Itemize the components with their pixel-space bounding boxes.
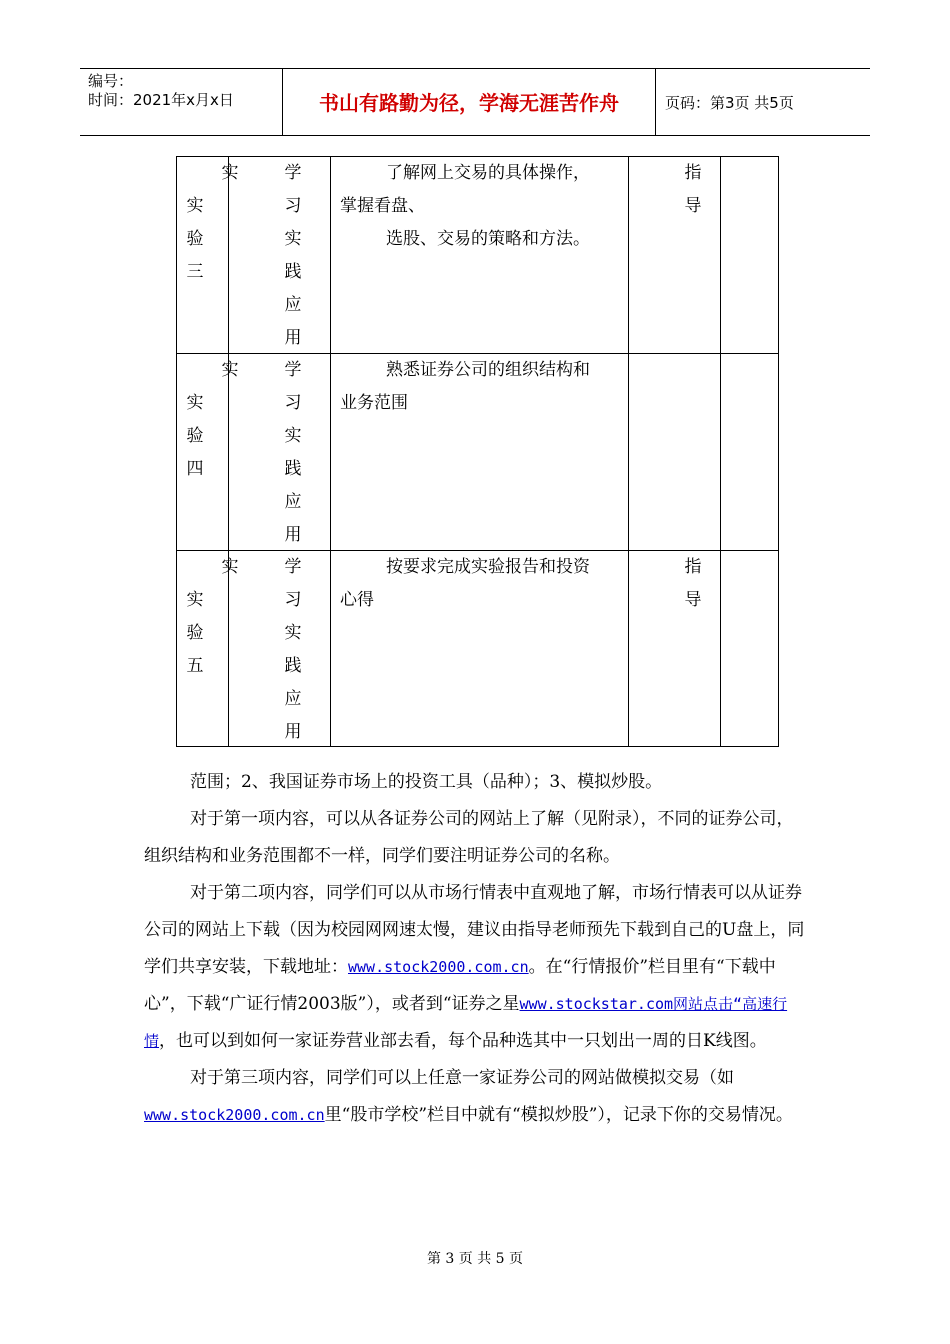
number-label: 编号： (88, 72, 134, 90)
experiment-name-cell (177, 157, 239, 354)
experiment-name-char: 实 (186, 590, 204, 610)
experiment-name-char: 四 (186, 459, 204, 479)
experiment-type-char: 习 (284, 196, 302, 216)
time-label: 时间：2021年x月x日 (88, 91, 234, 109)
experiment-type-cell (229, 551, 331, 747)
experiment-type-char: 践 (284, 656, 302, 676)
experiment-name-cell (177, 551, 239, 747)
table-row (177, 354, 779, 551)
header-meta (80, 69, 283, 135)
experiment-name-char: 验 (186, 623, 204, 643)
experiment-name-char: 三 (186, 262, 204, 282)
stockstar-link[interactable]: www.stockstar.com网站点击“高速行情 (144, 995, 788, 1050)
experiment-description-cell (331, 551, 629, 747)
stock2000-link-2[interactable]: www.stock2000.com.cn (144, 1106, 325, 1124)
paragraph-1: 对于第一项内容，可以从各证券公司的网站上了解（见附录），不同的证券公司，组织结构和业务范围都不一样，同学们要注明证券公司的名称。 (144, 809, 794, 866)
table-row (177, 551, 779, 747)
experiment-type-char: 用 (284, 328, 302, 348)
experiment-name-top: 实 (221, 360, 239, 380)
paragraph-3-text-a: 对于第三项内容，同学们可以上任意一家证券公司的网站做模拟交易（如 (190, 1068, 734, 1088)
guidance-char: 指 (684, 557, 702, 577)
experiment-type-char: 实 (284, 229, 302, 249)
paragraph-2 (144, 875, 809, 1060)
experiment-type-char: 学 (284, 557, 302, 577)
body-text (144, 764, 809, 1134)
experiment-name-cell (177, 354, 239, 551)
page-header (80, 68, 870, 136)
experiment-name-char: 实 (186, 393, 204, 413)
table-row (177, 157, 779, 354)
header-motto: 书山有路勤为径，学海无涯苦作舟 (283, 69, 656, 135)
page-footer: 第 3 页 共 5 页 (426, 1251, 524, 1267)
paragraph-2-text-c: ，也可以到如何一家证券营业部去看，每个品种选其中一只划出一周的日K线图。 (159, 1031, 767, 1051)
experiment-name-char: 验 (186, 229, 204, 249)
experiment-name-top: 实 (221, 163, 239, 183)
experiment-name-char: 实 (186, 196, 204, 216)
experiment-type-char: 习 (284, 590, 302, 610)
experiment-type-char: 习 (284, 393, 302, 413)
guidance-cell (629, 551, 721, 747)
experiment-type-char: 实 (284, 623, 302, 643)
guidance-cell (629, 354, 721, 551)
experiment-type-cell (229, 157, 331, 354)
remarks-cell (721, 157, 779, 354)
guidance-cell (629, 157, 721, 354)
experiment-description-line: 熟悉证券公司的组织结构和 (386, 360, 590, 380)
header-page-label: 页码：第3页 共5页 (665, 94, 794, 112)
experiment-description-line: 按要求完成实验报告和投资 (386, 557, 590, 577)
guidance-char: 导 (684, 590, 702, 610)
experiment-name-char: 验 (186, 426, 204, 446)
paragraph-3 (144, 1060, 809, 1134)
guidance-char: 导 (684, 196, 702, 216)
experiment-description-line: 心得 (340, 590, 374, 610)
paragraph-2-text-a: 对于第二项内容，同学们可以从市场行情表中直观地了解，市场行情表可以从证券公司的网站上下载（因为校园网网速太慢，建议由指导老师预先下载到自己的U盘上，同学们共享安装，下载地址： (144, 883, 805, 977)
experiment-description-cell (331, 157, 629, 354)
remarks-cell (721, 551, 779, 747)
experiment-type-char: 学 (284, 163, 302, 183)
experiment-description-line: 掌握看盘、 (340, 196, 425, 216)
experiment-type-char: 应 (284, 492, 302, 512)
remarks-cell (721, 354, 779, 551)
experiment-type-char: 应 (284, 689, 302, 709)
body-line-1: 范围；2、我国证券市场上的投资工具（品种）；3、模拟炒股。 (190, 772, 663, 792)
experiment-type-char: 用 (284, 722, 302, 742)
experiment-type-char: 践 (284, 459, 302, 479)
experiment-description-line: 了解网上交易的具体操作， (386, 163, 590, 183)
experiment-type-char: 学 (284, 360, 302, 380)
experiment-type-cell (229, 354, 331, 551)
experiment-table (176, 156, 779, 747)
experiment-type-char: 应 (284, 295, 302, 315)
experiment-description-line: 业务范围 (340, 393, 408, 413)
experiment-description-line: 选股、交易的策略和方法。 (386, 229, 590, 249)
experiment-type-char: 用 (284, 525, 302, 545)
guidance-char: 指 (684, 163, 702, 183)
paragraph-2-text-b: 。在“行情报价”栏目里有“下载中心”，下载“广证行情2003版”），或者到“证券之星 (144, 957, 776, 1014)
experiment-description-cell (331, 354, 629, 551)
paragraph-3-text-b: 里“股市学校”栏目中就有“模拟炒股”），记录下你的交易情况。 (324, 1105, 793, 1125)
experiment-type-char: 实 (284, 426, 302, 446)
experiment-name-char: 五 (186, 656, 204, 676)
experiment-name-top: 实 (221, 557, 239, 577)
experiment-type-char: 践 (284, 262, 302, 282)
stock2000-link[interactable]: www.stock2000.com.cn (348, 958, 529, 976)
